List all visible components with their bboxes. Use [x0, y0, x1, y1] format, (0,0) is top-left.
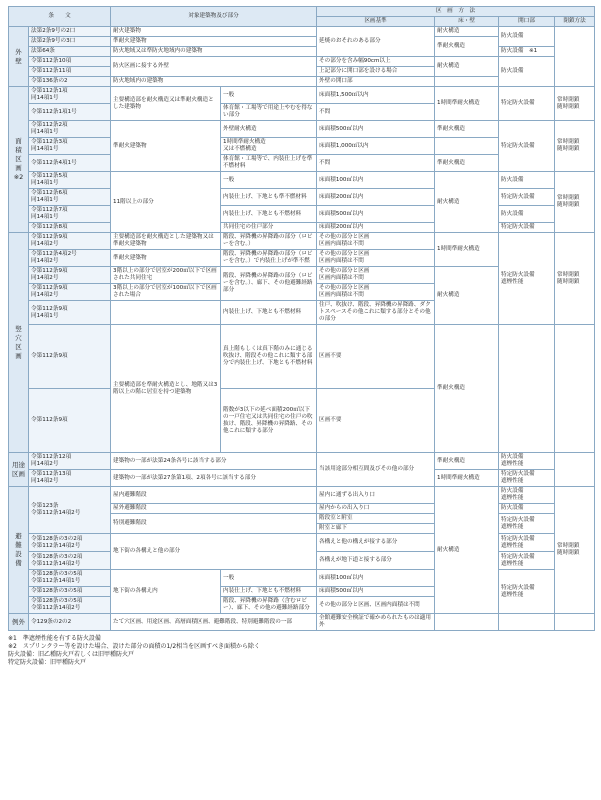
standard-cell: 附室と廊下 — [317, 524, 435, 534]
standard-cell: 床面積500㎡以内 — [317, 206, 435, 223]
target-cell: 地下街の各構えと他の部分 — [111, 534, 317, 570]
target-cell: 屋外避難階段 — [111, 504, 317, 514]
opening-cell: 防火設備 — [499, 57, 555, 87]
standard-cell: 当該用途部分相互間及びその他の部分 — [317, 453, 435, 487]
standard-cell: 階段室と附室 — [317, 514, 435, 524]
floorwall-cell: 1時間準耐火構造 — [435, 87, 499, 121]
target-sub-cell: 一般 — [221, 570, 317, 587]
closing-cell: 常時閉鎖 随時閉鎖 — [555, 172, 595, 233]
header-floorwall: 床・壁 — [435, 17, 499, 27]
standard-cell: その他の部分と区画、区画内面積は不問 — [317, 597, 435, 614]
standard-cell: その他の部分と区画 区画内面積は不問 — [317, 233, 435, 250]
standard-cell: 外壁の開口部 — [317, 77, 435, 87]
article-cell: 令第112条11項 — [29, 67, 111, 77]
article-cell: 令第112条13項 同14項2号 — [29, 470, 111, 487]
floorwall-cell: 耐火構造 — [435, 57, 499, 77]
floorwall-cell: 1時間準耐火構造 — [435, 470, 499, 487]
standard-cell: その他の部分と区画 区画内面積は不問 — [317, 250, 435, 267]
standard-cell: 不問 — [317, 104, 435, 121]
header-standard: 区画基準 — [317, 17, 435, 27]
opening-cell: 特定防火設備 — [499, 223, 555, 233]
target-sub-cell: 体育館・工場等で用途上やむを得ない部分 — [221, 104, 317, 121]
article-cell: 令第112条5項 同14項1号 — [29, 172, 111, 189]
opening-cell: 特定防火設備 — [499, 87, 555, 121]
target-sub-cell: 共同住宅の住戸部分 — [221, 223, 317, 233]
article-cell: 令第112条9項 — [29, 389, 111, 453]
opening-cell: 防火設備 ※1 — [499, 47, 555, 57]
floorwall-cell: 耐火構造 — [435, 27, 499, 37]
floorwall-cell: 準耐火構造 — [435, 37, 499, 57]
target-sub-cell: 階段、昇降機の昇降路の部分（ロビーを含む。） — [221, 233, 317, 250]
target-cell: 防火区画に接する外壁 — [111, 57, 317, 77]
article-cell: 令第112条9項 同14項2号 — [29, 233, 111, 250]
article-cell: 令第112条4項1号 — [29, 155, 111, 172]
target-cell: 主要構造部を耐火構造とした建築物又は準耐火建築物 — [111, 233, 221, 250]
floorwall-cell: 耐火構造 — [435, 172, 499, 233]
standard-cell: 床面積100㎡以内 — [317, 172, 435, 189]
standard-cell: その部分を含み幅90cm以上 — [317, 57, 435, 67]
target-sub-cell: 階段、昇降機の昇降路の部分（ロビーを含む。）で内装仕上げが準不燃 — [221, 250, 317, 267]
category-exception: 例外 — [9, 614, 29, 631]
opening-cell: 特定防火設備 遮煙性能 — [499, 233, 555, 325]
target-sub-cell: 真上階もしくは真下階のみに通じる吹抜け、階段その他これに類する部分で内装仕上げ、下地とも不燃材料 — [221, 325, 317, 389]
target-sub-cell: 外壁耐火構造 — [221, 121, 317, 138]
standard-cell: 床面積100㎡以内 — [317, 570, 435, 587]
article-cell: 令第112条1項1号 — [29, 104, 111, 121]
standard-cell: 床面積500㎡以内 — [317, 587, 435, 597]
opening-cell: 特定防火設備 — [499, 189, 555, 206]
standard-cell: 区画不要 — [317, 325, 435, 389]
standard-cell: 上記部分に開口部を設ける場合 — [317, 67, 435, 77]
opening-cell: 防火設備 — [499, 206, 555, 223]
target-sub-cell: 内装仕上げ、下地とも不燃材料 — [221, 301, 317, 325]
target-cell: 防火地域又は準防火地域内の建築物 — [111, 47, 317, 57]
target-sub-cell: 一般 — [221, 87, 317, 104]
closing-cell: 常時閉鎖 随時閉鎖 — [555, 87, 595, 121]
target-cell: 耐火建築物 — [111, 27, 317, 37]
category-area: 面 積 区 画 ※2 — [9, 87, 29, 233]
closing-cell — [555, 27, 595, 87]
target-cell: 主要構造部を耐火構造又は準耐火構造とした建築物 — [111, 87, 221, 121]
article-cell: 令第112条9項 同14項1号 — [29, 301, 111, 325]
floorwall-cell — [435, 614, 499, 631]
standard-cell: その他の部分と区画 区画内面積は不問 — [317, 284, 435, 301]
category-vertical: 竪 穴 区 画 — [9, 233, 29, 453]
closing-cell: 常時閉鎖 随時閉鎖 — [555, 233, 595, 325]
article-cell: 令第112条9項 同14項2号 — [29, 284, 111, 301]
closing-cell — [555, 325, 595, 453]
target-cell: 準耐火建築物 — [111, 37, 317, 47]
standard-cell: 屋内からの出入り口 — [317, 504, 435, 514]
standard-cell: 各構えと他の構えが接する部分 — [317, 534, 435, 552]
category-usage: 用途区画 — [9, 453, 29, 487]
footnote: ※1 準遮煙性能を有する防火設備 — [8, 635, 101, 642]
article-cell: 令第112条4項2号 同14項2号 — [29, 250, 111, 267]
target-cell: たて穴区画、用途区画、高層面積区画、避難階段、特別避難階段の一部 — [111, 614, 317, 631]
target-cell: 防火地域内の建築物 — [111, 77, 317, 87]
standard-cell: その他の部分と区画 区画内面積は不問 — [317, 267, 435, 284]
floorwall-cell: 準耐火構造 — [435, 453, 499, 470]
closing-cell: 常時閉鎖 随時閉鎖 — [555, 121, 595, 172]
regulation-table-container — [8, 6, 594, 667]
article-cell: 令第112条7項 同14項1号 — [29, 206, 111, 223]
article-cell: 令第112条9項 同14項2号 — [29, 267, 111, 284]
article-cell: 令第136条の2 — [29, 77, 111, 87]
standard-cell: 床面積1,000㎡以内 — [317, 138, 435, 155]
floorwall-cell: 準耐火構造 — [435, 121, 499, 138]
target-sub-cell: 内装仕上げ、下地とも準不燃材料 — [221, 189, 317, 206]
opening-cell: 防火設備 — [499, 504, 555, 514]
target-cell — [111, 301, 221, 325]
article-cell: 令129条の2の2 — [29, 614, 111, 631]
floorwall-cell: 耐火構造 — [435, 487, 499, 614]
opening-cell: 特定防火設備 遮煙性能 — [499, 570, 555, 614]
standard-cell: 各構えが地下道と接する部分 — [317, 552, 435, 570]
target-sub-cell: 一般 — [221, 172, 317, 189]
standard-cell: 床面積500㎡以内 — [317, 121, 435, 138]
article-cell: 令第128条の3の2項 令第112条14項2号 — [29, 534, 111, 552]
standard-cell: 延焼のおそれのある部分 — [317, 27, 435, 57]
closing-cell: 常時閉鎖 随時閉鎖 — [555, 487, 595, 614]
target-cell: 3階以上の部分で居室が200㎡以下で区画された共同住宅 — [111, 267, 221, 284]
target-cell: 主要構造部を準耐火構造とし、地階又は3階以上の階に居室を持つ建築物 — [111, 325, 221, 453]
floorwall-cell: 1時間準耐火構造 — [435, 233, 499, 267]
target-sub-cell: 階段、昇降機の昇降路の部分（ロビーを含む。）、廊下、その他避難経路部分 — [221, 267, 317, 301]
article-cell: 令第128条の3の5項 令第112条14項2号 — [29, 597, 111, 614]
header-opening: 開口部 — [499, 17, 555, 27]
floorwall-cell — [435, 138, 499, 155]
target-sub-cell: 内装仕上げ、下地とも不燃材料 — [221, 587, 317, 597]
floorwall-cell: 準耐火構造 — [435, 325, 499, 453]
article-cell: 法第64条 — [29, 47, 111, 57]
standard-cell: 床面積1,500㎡以内 — [317, 87, 435, 104]
target-cell: 地下街の各構え内 — [111, 570, 221, 614]
article-cell: 令第112条10項 — [29, 57, 111, 67]
target-cell: 建築物の一部が法第27条第1項、2項各号に該当する部分 — [111, 470, 317, 487]
floorwall-cell — [435, 77, 499, 87]
opening-cell: 特定防火設備 遮煙性能 — [499, 514, 555, 534]
header-closing: 閉鎖方法 — [555, 17, 595, 27]
standard-cell: 住戸、吹抜け、階段、昇降機の昇降路、ダクトスペースその他これに類する部分とその他の部分 — [317, 301, 435, 325]
category-outer-wall: 外 壁 — [9, 27, 29, 87]
header-method: 区 画 方 法 — [317, 7, 595, 17]
opening-cell: 特定防火設備 遮煙性能 — [499, 534, 555, 552]
floorwall-cell: 耐火構造 — [435, 267, 499, 325]
standard-cell: 床面積200㎡以内 — [317, 189, 435, 206]
article-cell: 法第2条9号の2口 — [29, 27, 111, 37]
article-cell: 令第123条 令第112条14項2号 — [29, 487, 111, 534]
article-cell: 令第128条の3の2項 令第112条14項2号 — [29, 552, 111, 570]
floorwall-cell: 準耐火構造 — [435, 155, 499, 172]
target-cell: 準耐火建築物 — [111, 121, 221, 172]
article-cell: 令第112条2項 同14項1号 — [29, 121, 111, 138]
target-cell: 建築物の一部が法第24条各号に該当する部分 — [111, 453, 317, 470]
article-cell: 令第112条9項 — [29, 325, 111, 389]
article-cell: 令第112条8項 — [29, 223, 111, 233]
opening-cell: 特定防火設備 遮煙性能 — [499, 552, 555, 570]
opening-cell — [499, 614, 555, 631]
footnote: 特定防火設備：旧甲種防火戸 — [8, 659, 87, 666]
fire-compartment-table — [8, 6, 595, 631]
opening-cell: 特定防火設備 遮煙性能 — [499, 470, 555, 487]
footnote: 防火設備：旧乙種防火戸若しくは旧甲種防火戸 — [8, 651, 135, 658]
target-sub-cell: 階数が3以下の延べ面積200㎡以下の一戸住宅又は共同住宅の住戸の吹抜け、階段、昇降機の昇降路、その他これに類する部分 — [221, 389, 317, 453]
opening-cell: 防火設備 — [499, 172, 555, 189]
target-cell: 11階以上の部分 — [111, 172, 221, 233]
opening-cell: 防火設備 遮煙性能 — [499, 453, 555, 470]
article-cell: 法第2条9号の3口 — [29, 37, 111, 47]
closing-cell — [555, 453, 595, 487]
target-cell: 準耐火建築物 — [111, 250, 221, 267]
opening-cell — [499, 325, 555, 453]
target-sub-cell: 体育館・工場等で、内装仕上げを準不燃材料 — [221, 155, 317, 172]
standard-cell: 区画不要 — [317, 389, 435, 453]
standard-cell: 不問 — [317, 155, 435, 172]
standard-cell: 床面積200㎡以内 — [317, 223, 435, 233]
standard-cell: 全館避難安全検証で確かめられたものは適用外 — [317, 614, 435, 631]
opening-cell: 防火設備 — [499, 27, 555, 47]
header-target: 対象建築物及び部分 — [111, 7, 317, 27]
article-cell: 令第112条12項 同14項2号 — [29, 453, 111, 470]
article-cell: 令第128条の3の5項 — [29, 587, 111, 597]
target-cell: 屋内避難階段 — [111, 487, 317, 504]
article-cell: 令第128条の3の5項 令第112条14項1号 — [29, 570, 111, 587]
closing-cell — [555, 614, 595, 631]
article-cell: 令第112条1項 同14項1号 — [29, 87, 111, 104]
opening-cell: 防火設備 遮煙性能 — [499, 487, 555, 504]
target-cell: 特別避難階段 — [111, 514, 317, 534]
article-cell: 令第112条6項 同14項1号 — [29, 189, 111, 206]
header-article: 条 文 — [9, 7, 111, 27]
footnotes — [8, 635, 594, 667]
standard-cell: 屋内に通ずる出入り口 — [317, 487, 435, 504]
target-cell: 3階以上の部分で居室が100㎡以下で区画された場合 — [111, 284, 221, 301]
target-sub-cell: 階段、昇降機の昇降路（含むロビー）、廊下、その他の避難経路部分 — [221, 597, 317, 614]
target-sub-cell: 1時間準耐火構造 又は不燃構造 — [221, 138, 317, 155]
article-cell: 令第112条3項 同14項1号 — [29, 138, 111, 155]
opening-cell: 特定防火設備 — [499, 121, 555, 172]
target-sub-cell: 内装仕上げ、下地とも不燃材料 — [221, 206, 317, 223]
category-evacuation: 避 難 設 備 — [9, 487, 29, 614]
footnote: ※2 スプリンクラー等を設けた場合、設けた部分の面積の1/2相当を区画すべき面積から除く — [8, 643, 261, 650]
